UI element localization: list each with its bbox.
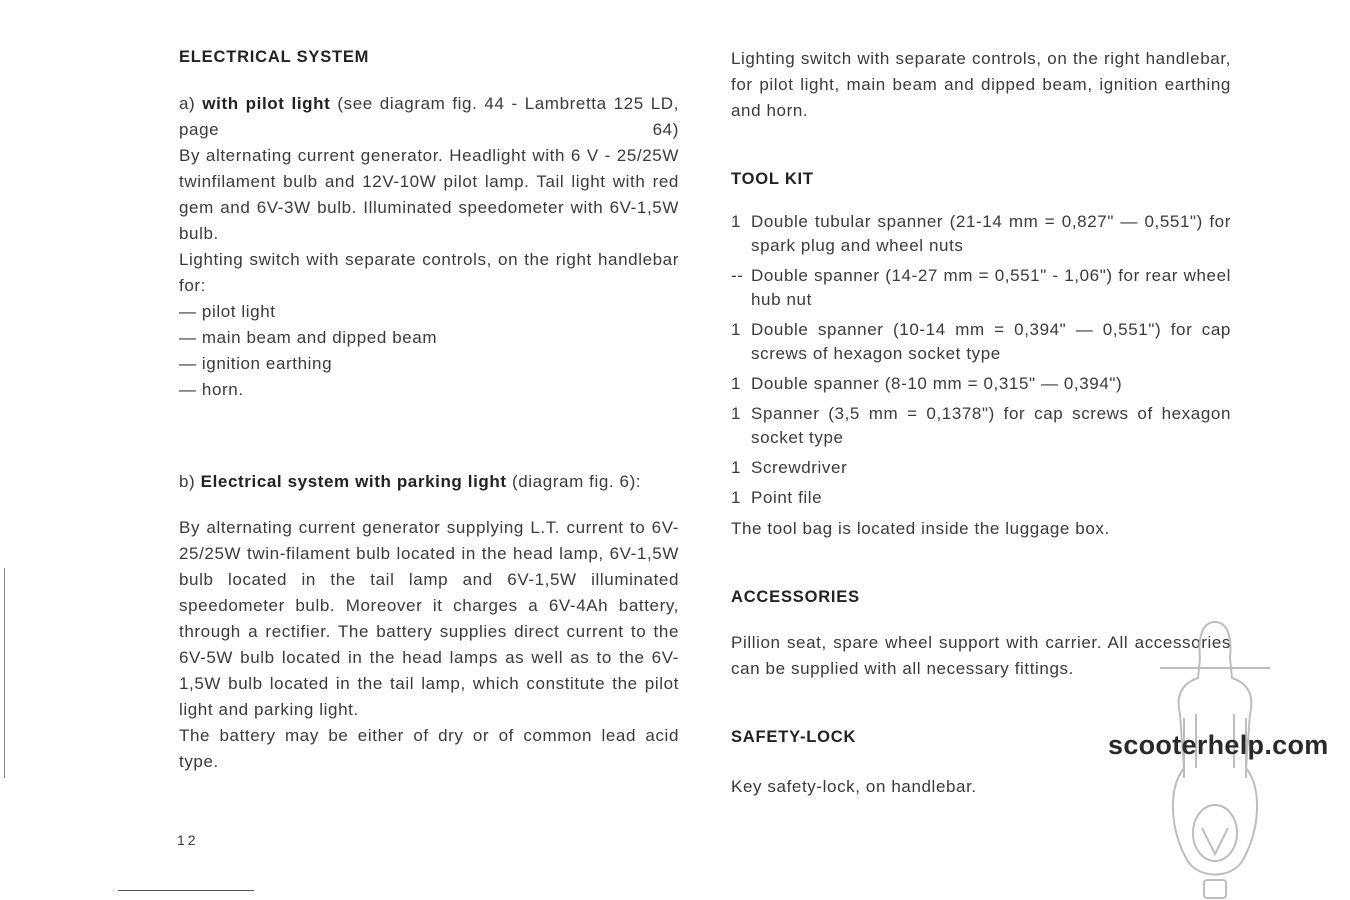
safety-lock-text: Key safety-lock, on handlebar. [731,777,977,796]
safety-lock-heading: SAFETY-LOCK [731,728,857,746]
tool-kit-list [731,210,1231,510]
page-number: 12 [177,832,199,848]
electrical-system-heading: ELECTRICAL SYSTEM [179,48,370,66]
list-item: 1 Point file [731,488,823,507]
battery-text: The battery may be either of dry or of common lead acid type. [179,726,679,771]
list-item: 1 Spanner (3,5 mm = 0,1378") for cap screws of hexagon socket type [731,404,1231,447]
list-item: 1 Double spanner (10-14 mm = 0,394" — 0,551") for cap screws of hexagon socket type [731,320,1231,363]
list-item: -- Double spanner (14-27 mm = 0,551" - 1,06") for rear wheel hub nut [731,266,1231,309]
switch-text: Lighting switch with separate controls, on the right handlebar for: [179,250,679,295]
list-item: 1 Double spanner (8-10 mm = 0,315" — 0,394") [731,374,1123,393]
accessories-heading: ACCESSORIES [731,588,860,606]
left-column [179,44,679,775]
list-item: 1 Double tubular spanner (21-14 mm = 0,827" — 0,551") for spark plug and wheel nuts [731,212,1231,255]
list-item: — pilot light [179,302,276,321]
section-a-bold: with pilot light [202,94,331,113]
section-b-title: b) Electrical system with parking light (diagram fig. 6): [179,472,642,491]
section-a-body: By alternating current generator. Headlight with 6 V - 25/25W twinfilament bulb and 12V-10W pilot lamp. Tail light with red gem and 6V-3W bulb. Illuminated speedometer with 6V-1,5W bulb. [179,146,679,243]
page-edge-line [4,568,5,778]
list-item: — horn. [179,380,244,399]
tool-kit-heading: TOOL KIT [731,170,814,188]
watermark-text: scooterhelp.com [1108,730,1329,760]
dash-list [179,299,679,403]
list-item: — ignition earthing [179,354,333,373]
section-b-body: By alternating current generator supplying L.T. current to 6V-25/25W twin-filament bulb located in the head lamp, 6V-1,5W bulb located in the tail lamp and 6V-1,5W illuminated speedometer bulb. Moreover it charges a 6V-4Ah battery, through a rectifier. The battery supplies direct current to the 6V-5W bulb located in the head lamps as well as to the 6V-1,5W bulb located in the tail lamp, which constitute the pilot light and parking light. [179,518,679,719]
accessories-text: Pillion seat, spare wheel support with carrier. All accessories can be supplied with all necessary fittings. [731,633,1231,678]
switch-intro: Lighting switch with separate controls, on the right handlebar, for pilot light, main beam and dipped beam, ignition earthing and horn. [731,49,1231,120]
list-item: — main beam and dipped beam [179,328,438,347]
footer-rule [118,890,254,891]
list-item: 1 Screwdriver [731,458,848,477]
tool-bag-text: The tool bag is located inside the luggage box. [731,519,1110,538]
section-b-bold: Electrical system with parking light [200,472,507,491]
section-a-title: a) with pilot light (see diagram fig. 44 - Lambretta 125 LD, page 64) [179,94,679,139]
